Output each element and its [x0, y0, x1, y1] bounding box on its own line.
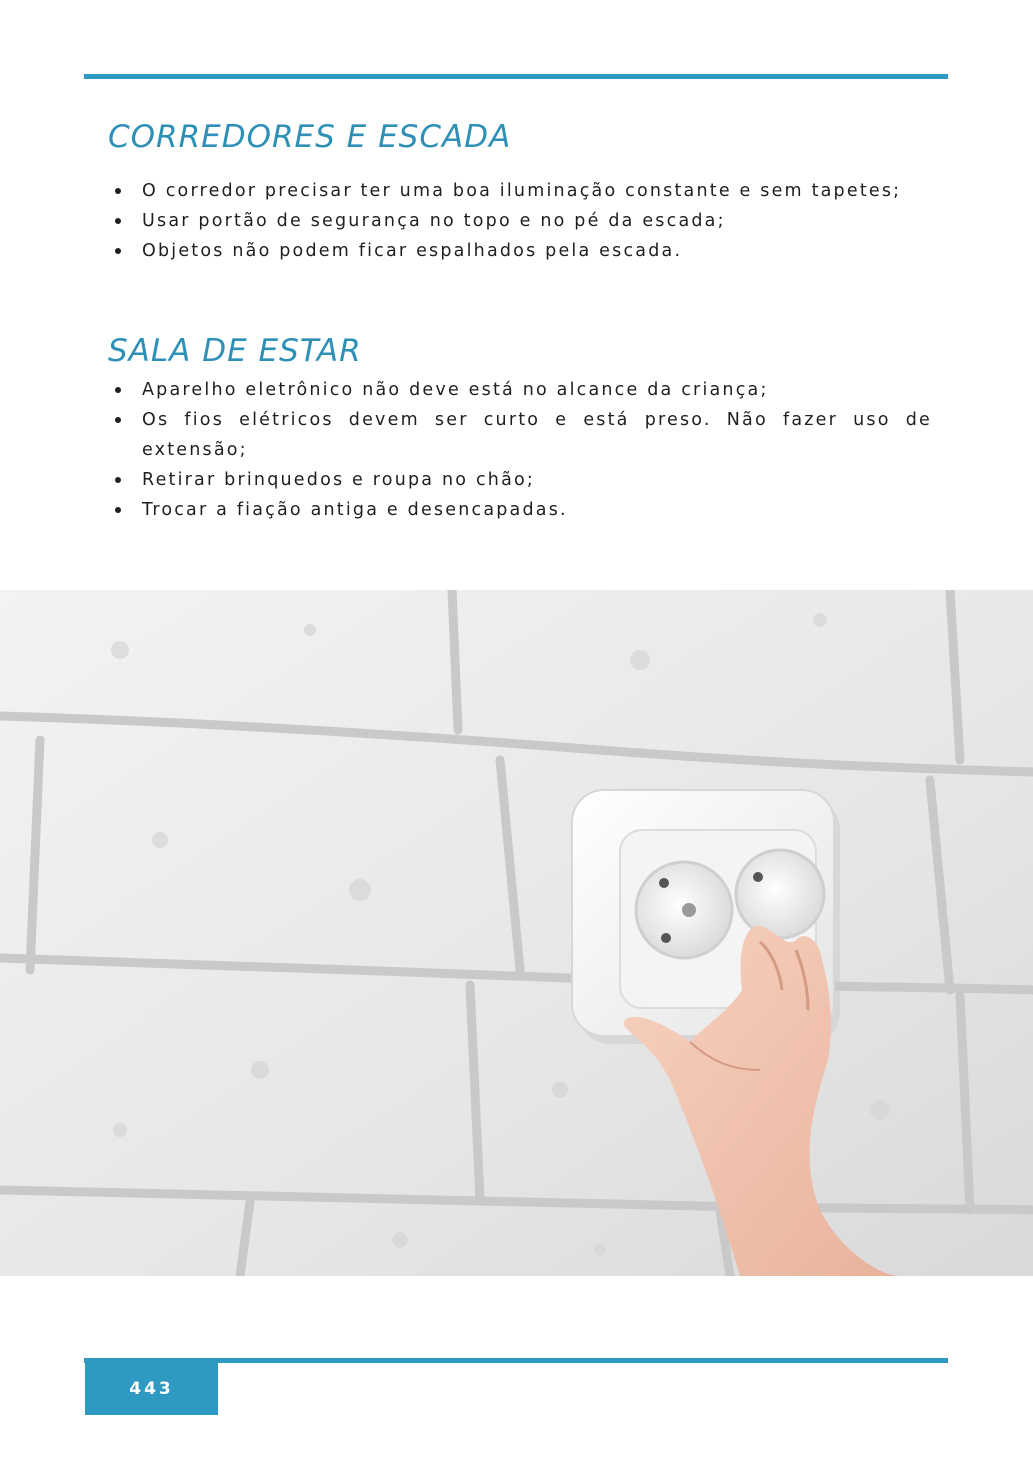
- bullet-list-sala: [112, 375, 932, 525]
- bullet-list-corredores: [112, 176, 932, 266]
- photo-child-hand-socket: [0, 590, 1033, 1276]
- list-item: Objetos não podem ficar espalhados pela escada.: [112, 236, 932, 266]
- section-title-sala: SALA DE ESTAR: [108, 333, 362, 369]
- list-item: O corredor precisar ter uma boa iluminação constante e sem tapetes;: [112, 176, 932, 206]
- list-item: Usar portão de segurança no topo e no pé da escada;: [112, 206, 932, 236]
- top-rule: [84, 74, 948, 79]
- list-item: Aparelho eletrônico não deve está no alcance da criança;: [112, 375, 932, 405]
- list-item: Retirar brinquedos e roupa no chão;: [112, 465, 932, 495]
- page-number: 443: [129, 1378, 174, 1399]
- list-item: Os fios elétricos devem ser curto e está preso. Não fazer uso de extensão;: [112, 405, 932, 465]
- section-title-corredores: CORREDORES E ESCADA: [108, 119, 512, 155]
- list-item: Trocar a fiação antiga e desencapadas.: [112, 495, 932, 525]
- page-number-box: [85, 1360, 218, 1415]
